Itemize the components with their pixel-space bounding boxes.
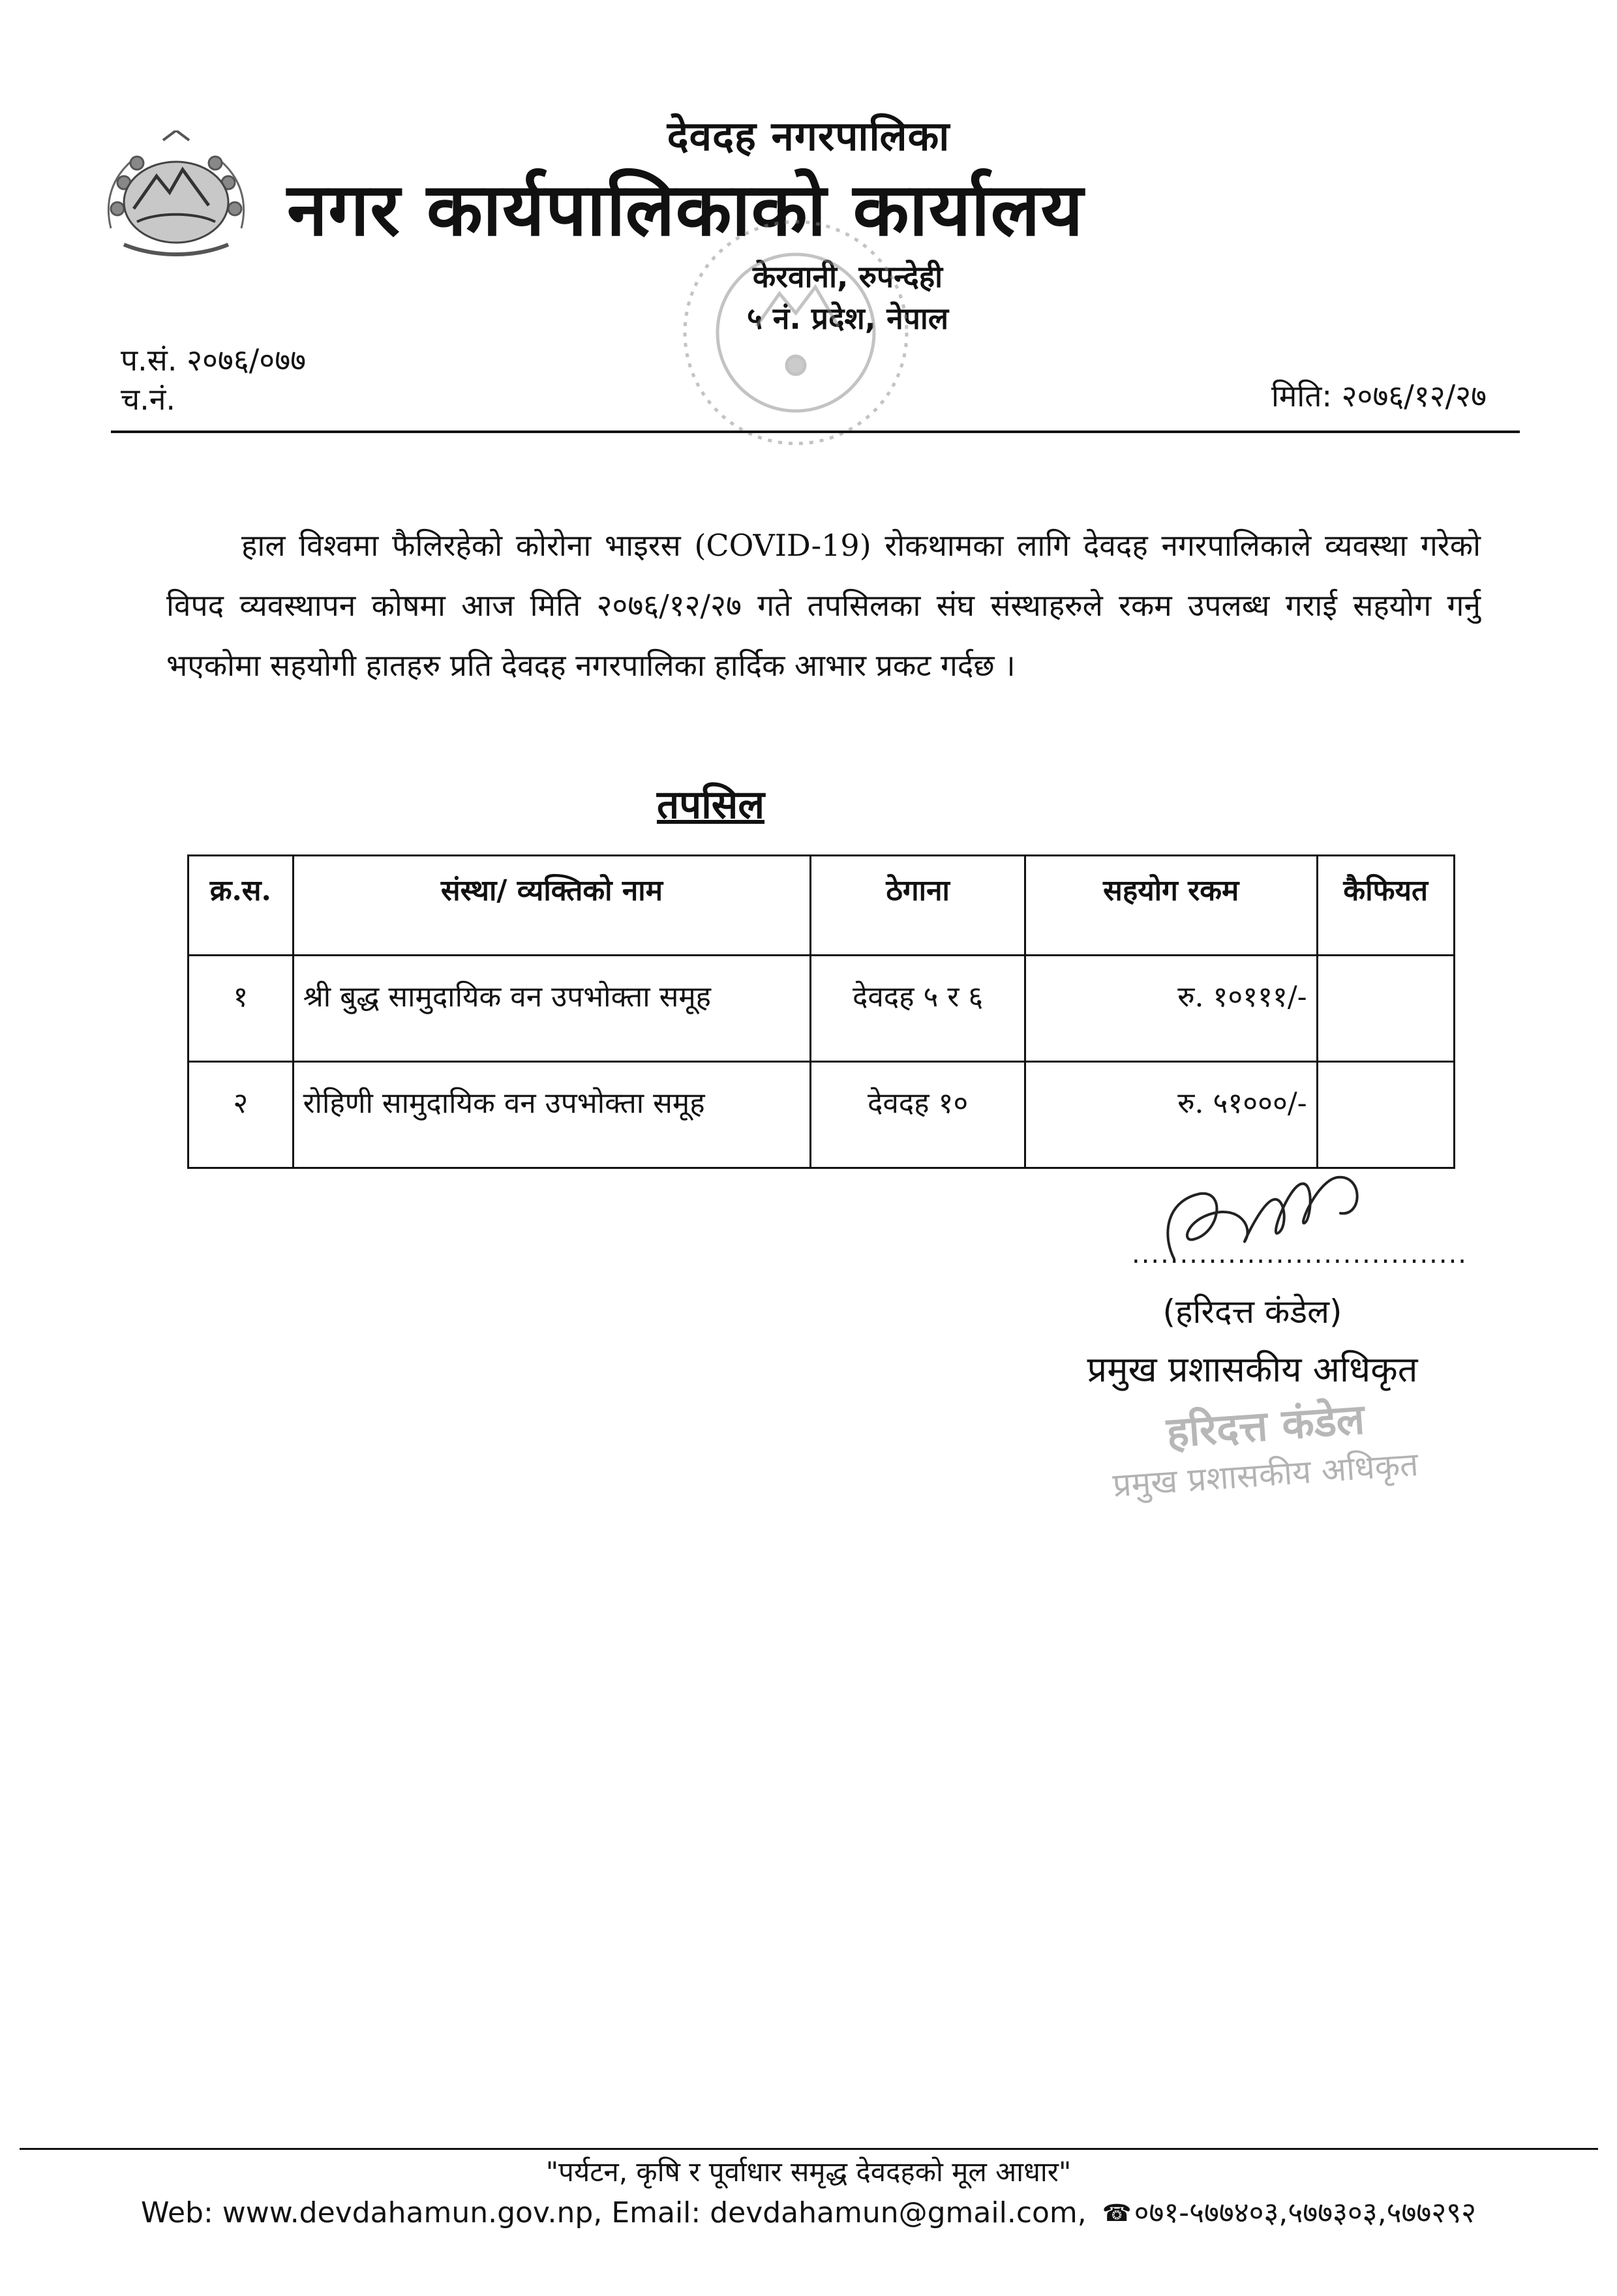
cell-address: देवदह १० — [811, 1062, 1025, 1168]
contact-phones: ०७१-५७७४०३,५७७३०३,५७७२९२ — [1134, 2196, 1476, 2229]
header-divider — [111, 430, 1520, 433]
footer-divider — [20, 2148, 1598, 2150]
donors-table — [187, 854, 1455, 1169]
reference-number: प.सं. २०७६/०७७ — [121, 342, 307, 378]
table-row — [189, 956, 1455, 1062]
cell-remarks — [1317, 1062, 1454, 1168]
letter-body: हाल विश्वमा फैलिरहेको कोरोना भाइरस (COVID-19) रोकथामका लागि देवदह नगरपालिकाले व्यवस्था गरेको विपद व्यवस्थापन कोषमा आज मिति २०७६/१२/२७ गते तपसिलका संघ संस्थाहरुले रकम उपलब्ध गराई सहयोग गर्नु भएकोमा सहयोगी हातहरु प्रति देवदह नगरपालिका हार्दिक आभार प्रकट गर्दछ । — [166, 528, 1481, 683]
stamp-name: हरिदत्त कंडेल — [1165, 1395, 1367, 1458]
schedule-title: तपसिल — [656, 782, 765, 828]
address-line-1: केरवानी, रुपन्देही — [752, 259, 943, 294]
cell-sn: २ — [189, 1062, 294, 1168]
signatory-title: प्रमुख प्रशासकीय अधिकृत — [1087, 1349, 1418, 1390]
cell-amount: रु. १०१११/- — [1025, 956, 1317, 1062]
column-header-sn: क्र.स. — [189, 856, 294, 956]
office-seal-icon — [659, 196, 933, 470]
municipality-name: देवदह नगरपालिका — [667, 112, 950, 160]
letter-date: मिति: २०७६/१२/२७ — [1271, 378, 1487, 414]
address-line-2: ५ नं. प्रदेश, नेपाल — [746, 301, 949, 336]
cell-remarks — [1317, 956, 1454, 1062]
table-row — [189, 1062, 1455, 1168]
cell-name: श्री बुद्ध सामुदायिक वन उपभोक्ता समूह — [293, 956, 811, 1062]
footer-contact — [0, 2192, 1617, 2231]
column-header-address: ठेगाना — [811, 856, 1025, 956]
dispatch-number-label: च.नं. — [121, 382, 175, 417]
signatory-name: (हरिदत्त कंडेल) — [1162, 1293, 1342, 1331]
cell-name: रोहिणी सामुदायिक वन उपभोक्ता समूह — [293, 1062, 811, 1168]
table-header-row — [189, 856, 1455, 956]
contact-web-email: Web: www.devdahamun.gov.np, Email: devdahamun@gmail.com, — [141, 2196, 1087, 2229]
signature-line: ................................... — [1132, 1239, 1468, 1269]
footer-slogan: "पर्यटन, कृषि र पूर्वाधार समृद्ध देवदहको मूल आधार" — [545, 2156, 1072, 2188]
stamp-title: प्रमुख प्रशासकीय अधिकृत — [1111, 1445, 1420, 1505]
column-header-amount: सहयोग रकम — [1025, 856, 1317, 956]
cell-amount: रु. ५१०००/- — [1025, 1062, 1317, 1168]
cell-sn: १ — [189, 956, 294, 1062]
office-title: नगर कार्यपालिकाको कार्यालय — [287, 168, 1084, 252]
column-header-remarks: कैफियत — [1317, 856, 1454, 956]
phone-icon: ☎ — [1102, 2200, 1132, 2227]
cell-address: देवदह ५ र ६ — [811, 956, 1025, 1062]
column-header-name: संस्था/ व्यक्तिको नाम — [293, 856, 811, 956]
